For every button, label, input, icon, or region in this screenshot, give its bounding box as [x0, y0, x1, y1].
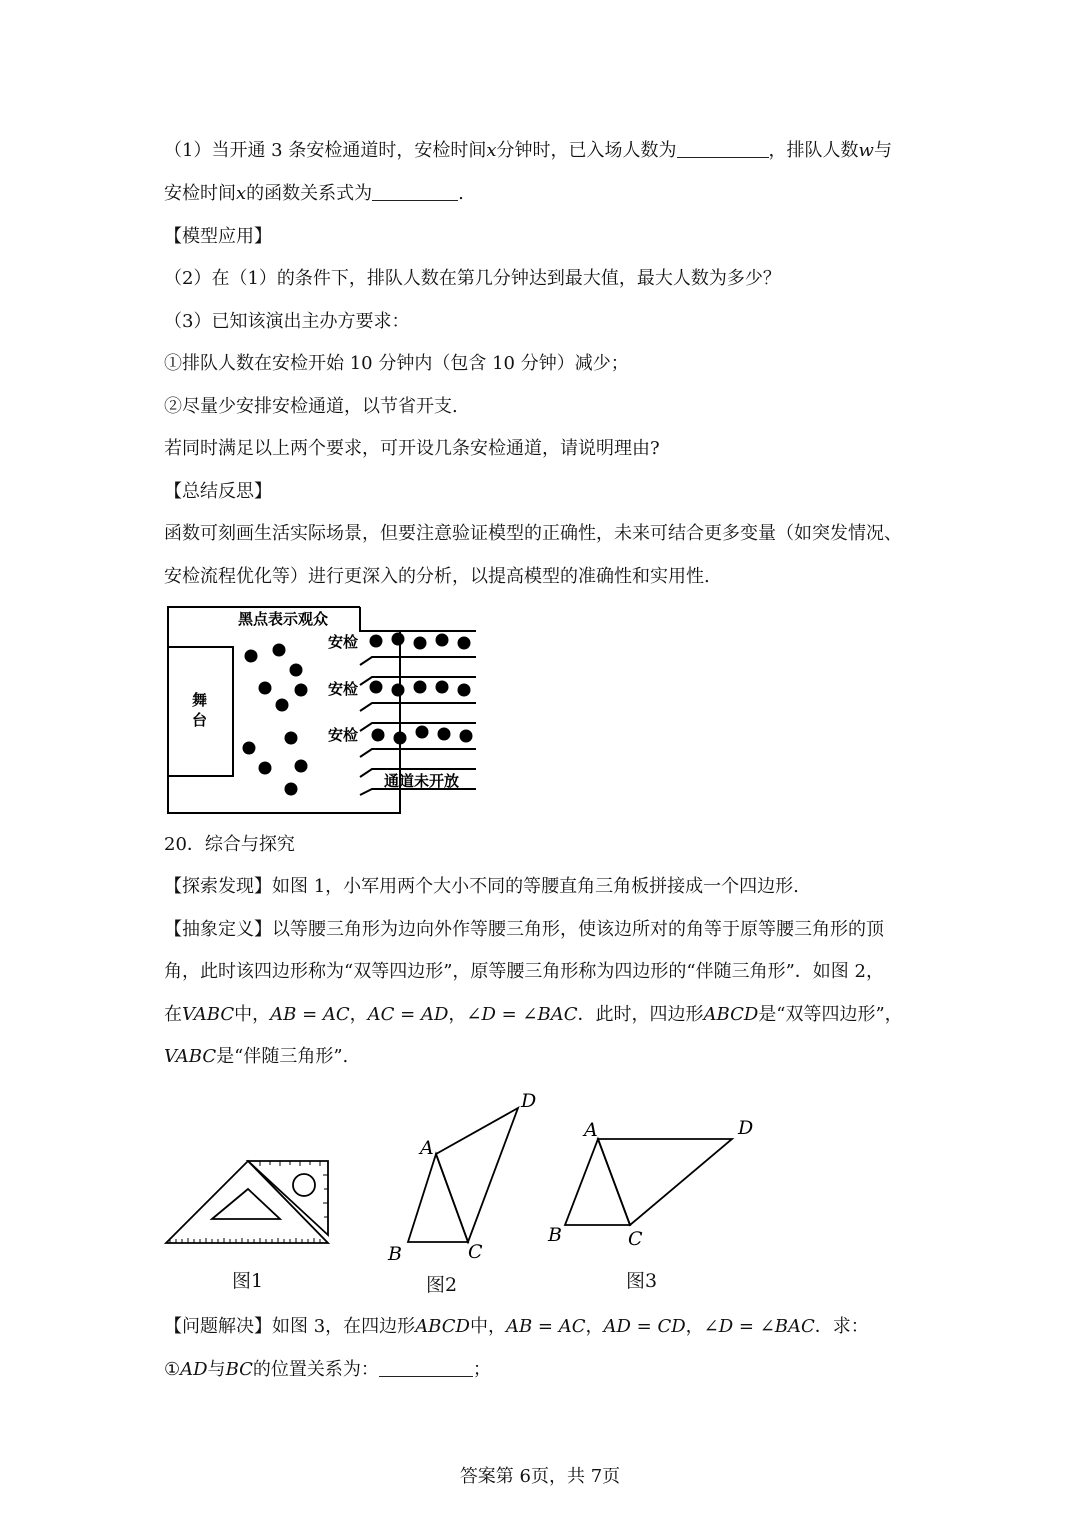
queue-dot	[370, 635, 383, 648]
queue-dot	[436, 634, 449, 647]
q19-part1-line2: 安检时间x的函数关系式为 .	[164, 183, 464, 204]
q19-part1-line1: （1）当开通 3 条安检通道时，安检时间x分钟时，已入场人数为 ，排队人数w与	[164, 140, 892, 161]
queue-dot	[414, 637, 427, 650]
diagram-caption: 黑点表示观众	[238, 610, 329, 628]
answer-blank[interactable]	[677, 139, 769, 158]
q20-title: 20．综合与探究	[164, 834, 295, 855]
q19-part3: （3）已知该演出主办方要求：	[164, 311, 410, 332]
queue-dot	[438, 728, 451, 741]
q20-definition-line4: VABC是“伴随三角形”.	[164, 1046, 349, 1067]
audience-dot	[259, 682, 272, 695]
point-b: B	[388, 1243, 402, 1265]
figure-3-caption: 图3	[626, 1270, 658, 1292]
q20-subquestion-1: ①AD与BC的位置关系为： ；	[164, 1359, 491, 1380]
audience-dot	[290, 664, 303, 677]
security-check-diagram	[164, 603, 480, 818]
queue-dot	[372, 729, 385, 742]
stage-label-1: 舞	[192, 691, 208, 709]
figure-2	[380, 1082, 550, 1267]
requirement-2: ②尽量少安排安检通道，以节省开支.	[164, 396, 458, 417]
answer-blank[interactable]	[372, 182, 458, 201]
summary-line2: 安检流程优化等）进行更深入的分析，以提高模型的准确性和实用性.	[164, 566, 710, 587]
audience-dot	[245, 650, 258, 663]
figure-1-caption: 图1	[232, 1270, 264, 1292]
queue-dot	[414, 681, 427, 694]
var-x: x	[486, 140, 497, 161]
q20-explore: 【探索发现】如图 1，小军用两个大小不同的等腰直角三角板拼接成一个四边形.	[164, 876, 799, 897]
q20-solve: 【问题解决】如图 3，在四边形ABCD中，AB = AC，AD = CD，∠D = ∠BAC．求：	[164, 1316, 869, 1337]
requirement-1: ①排队人数在安检开始 10 分钟内（包含 10 分钟）减少；	[164, 353, 629, 374]
queue-dot	[458, 684, 471, 697]
point-a: A	[420, 1137, 434, 1159]
answer-blank[interactable]	[379, 1358, 473, 1377]
figure-2-caption: 图2	[426, 1274, 458, 1296]
page-footer: 答案第 6页，共 7页	[459, 1466, 621, 1487]
point-a: A	[584, 1119, 598, 1141]
audience-dot	[295, 760, 308, 773]
point-b: B	[548, 1224, 562, 1246]
q20-definition-line2: 角，此时该四边形称为“双等四边形”，原等腰三角形称为四边形的“伴随三角形”．如图 2，	[164, 961, 884, 982]
figure-3	[540, 1110, 770, 1255]
point-d: D	[738, 1117, 754, 1139]
var-w: w	[858, 140, 874, 161]
q20-definition-line1: 【抽象定义】以等腰三角形为边向外作等腰三角形，使该边所对的角等于原等腰三角形的顶	[164, 919, 884, 940]
summary-line1: 函数可刻画生活实际场景，但要注意验证模型的正确性，未来可结合更多变量（如突发情况、	[164, 523, 902, 544]
q20-definition-line3: 在VABC中，AB = AC，AC = AD，∠D = ∠BAC．此时，四边形ABCD是“双等四边形”，	[164, 1004, 903, 1025]
queue-dot	[370, 681, 383, 694]
audience-dot	[259, 762, 272, 775]
q19-ask: 若同时满足以上两个要求，可开设几条安检通道，请说明理由?	[164, 438, 660, 459]
queue-dot	[458, 637, 471, 650]
queue-dot	[394, 732, 407, 745]
q19-part2: （2）在（1）的条件下，排队人数在第几分钟达到最大值，最大人数为多少？	[164, 268, 781, 289]
audience-dot	[285, 783, 298, 796]
figure-1	[160, 1155, 335, 1255]
audience-dot	[295, 684, 308, 697]
stage-label-2: 台	[192, 711, 208, 729]
queue-dot	[416, 726, 429, 739]
audience-dot	[276, 699, 289, 712]
point-d: D	[521, 1090, 537, 1112]
point-c: C	[628, 1228, 643, 1250]
heading-model: 【模型应用】	[164, 226, 272, 247]
heading-summary: 【总结反思】	[164, 481, 272, 502]
gate-label-2: 安检	[328, 680, 359, 698]
audience-dot	[243, 742, 256, 755]
audience-dot	[285, 732, 298, 745]
gate-label-1: 安检	[328, 633, 359, 651]
closed-lane-label: 通道未开放	[384, 772, 460, 790]
queue-dot	[392, 633, 405, 646]
queue-dot	[392, 684, 405, 697]
point-c: C	[468, 1241, 483, 1263]
audience-dot	[273, 644, 286, 657]
queue-dot	[460, 730, 473, 743]
gate-label-3: 安检	[328, 726, 359, 744]
queue-dot	[436, 681, 449, 694]
